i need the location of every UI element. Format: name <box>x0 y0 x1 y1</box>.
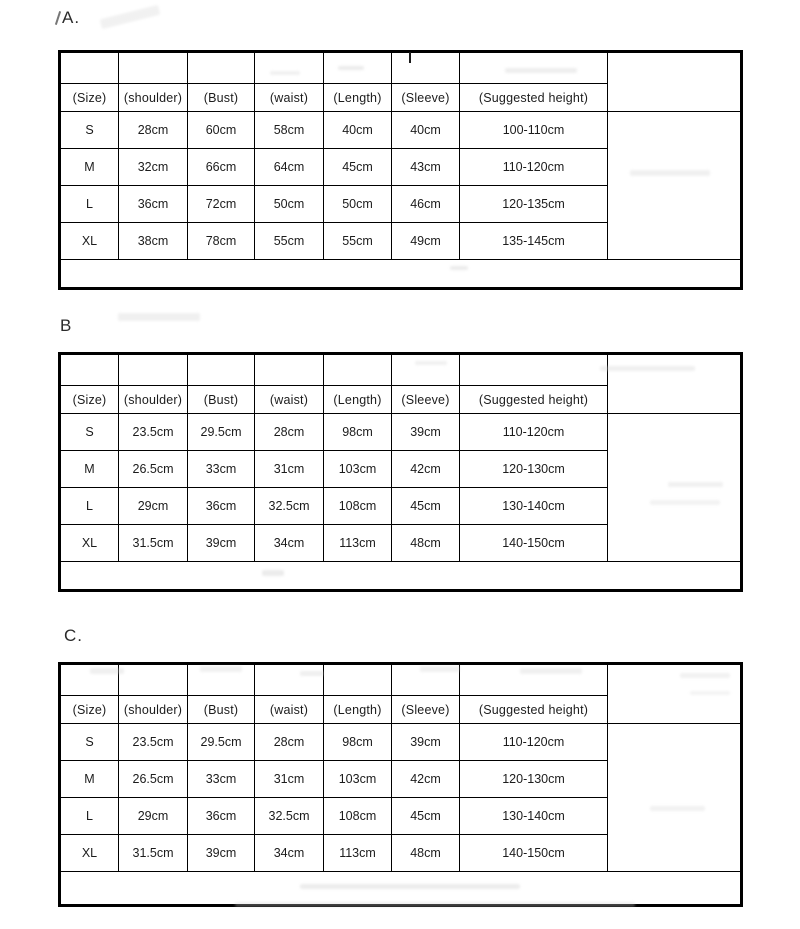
cell-shoulder: 29cm <box>119 798 188 835</box>
cell-shoulder: 26.5cm <box>119 761 188 798</box>
table-label-c: C. <box>64 626 83 645</box>
cell-shoulder: 38cm <box>119 223 188 260</box>
header-cell-bust: (Bust) <box>188 84 255 112</box>
table-footer-row <box>60 872 742 906</box>
cell-waist: 28cm <box>255 414 324 451</box>
cell-height: 135-145cm <box>460 223 608 260</box>
cell-shoulder: 26.5cm <box>119 451 188 488</box>
table-row <box>60 414 742 451</box>
blank-cell <box>255 354 324 386</box>
cell-sleeve: 48cm <box>392 835 460 872</box>
header-cell-length: (Length) <box>324 84 392 112</box>
header-cell-shoulder: (shoulder) <box>119 696 188 724</box>
cell-length: 98cm <box>324 414 392 451</box>
cell-height: 120-135cm <box>460 186 608 223</box>
cell-bust: 60cm <box>188 112 255 149</box>
cell-size: XL <box>60 525 119 562</box>
header-cell-sleeve: (Sleeve) <box>392 84 460 112</box>
footer-cell <box>60 872 742 906</box>
cell-shoulder: 36cm <box>119 186 188 223</box>
blank-cell <box>324 52 392 84</box>
cell-sleeve: 49cm <box>392 223 460 260</box>
blank-side-cell <box>608 414 742 562</box>
blank-cell <box>188 664 255 696</box>
cell-bust: 39cm <box>188 525 255 562</box>
blank-cell <box>119 354 188 386</box>
cell-height: 140-150cm <box>460 525 608 562</box>
cell-bust: 36cm <box>188 488 255 525</box>
blank-cell <box>188 52 255 84</box>
cell-shoulder: 28cm <box>119 112 188 149</box>
cell-length: 55cm <box>324 223 392 260</box>
blank-side-cell <box>608 52 742 112</box>
blank-cell <box>460 354 608 386</box>
cell-height: 140-150cm <box>460 835 608 872</box>
cell-height: 130-140cm <box>460 798 608 835</box>
header-cell-height: (Suggested height) <box>460 696 608 724</box>
header-cell-waist: (waist) <box>255 386 324 414</box>
cell-shoulder: 23.5cm <box>119 724 188 761</box>
cell-height: 130-140cm <box>460 488 608 525</box>
cell-size: S <box>60 724 119 761</box>
cell-size: S <box>60 414 119 451</box>
blank-cell <box>60 354 119 386</box>
cell-size: L <box>60 186 119 223</box>
cell-bust: 29.5cm <box>188 724 255 761</box>
header-cell-sleeve: (Sleeve) <box>392 696 460 724</box>
blank-cell <box>392 354 460 386</box>
header-cell-bust: (Bust) <box>188 696 255 724</box>
cell-bust: 29.5cm <box>188 414 255 451</box>
cell-size: XL <box>60 835 119 872</box>
cell-sleeve: 39cm <box>392 724 460 761</box>
size-table-a <box>58 50 743 290</box>
cell-waist: 55cm <box>255 223 324 260</box>
cell-bust: 66cm <box>188 149 255 186</box>
table-label-b: B <box>60 316 73 335</box>
footer-cell <box>60 562 742 591</box>
header-cell-size: (Size) <box>60 84 119 112</box>
cell-shoulder: 23.5cm <box>119 414 188 451</box>
cell-size: M <box>60 149 119 186</box>
cell-sleeve: 42cm <box>392 451 460 488</box>
table-footer-row <box>60 562 742 591</box>
header-cell-height: (Suggested height) <box>460 386 608 414</box>
blank-cell <box>392 664 460 696</box>
cell-length: 108cm <box>324 488 392 525</box>
header-cell-shoulder: (shoulder) <box>119 386 188 414</box>
cell-waist: 32.5cm <box>255 488 324 525</box>
cell-sleeve: 46cm <box>392 186 460 223</box>
cell-sleeve: 48cm <box>392 525 460 562</box>
cell-height: 100-110cm <box>460 112 608 149</box>
cell-size: L <box>60 798 119 835</box>
cell-sleeve: 45cm <box>392 488 460 525</box>
cell-bust: 33cm <box>188 761 255 798</box>
header-cell-waist: (waist) <box>255 696 324 724</box>
size-table-b <box>58 352 743 592</box>
cell-size: XL <box>60 223 119 260</box>
blank-side-cell <box>608 354 742 414</box>
cell-waist: 64cm <box>255 149 324 186</box>
blank-cell <box>460 52 608 84</box>
cell-height: 110-120cm <box>460 414 608 451</box>
cell-sleeve: 42cm <box>392 761 460 798</box>
blank-cell <box>60 52 119 84</box>
cell-length: 113cm <box>324 525 392 562</box>
cell-waist: 34cm <box>255 525 324 562</box>
header-cell-size: (Size) <box>60 386 119 414</box>
table-row <box>60 724 742 761</box>
cell-shoulder: 32cm <box>119 149 188 186</box>
blank-cell <box>460 664 608 696</box>
header-cell-shoulder: (shoulder) <box>119 84 188 112</box>
blank-cell <box>255 52 324 84</box>
cell-waist: 28cm <box>255 724 324 761</box>
blank-cell <box>60 664 119 696</box>
cell-length: 113cm <box>324 835 392 872</box>
cell-sleeve: 39cm <box>392 414 460 451</box>
cell-waist: 58cm <box>255 112 324 149</box>
table-label-a: A. <box>62 8 81 27</box>
blank-cell <box>119 52 188 84</box>
table-row-blank <box>60 52 742 84</box>
cell-sleeve: 40cm <box>392 112 460 149</box>
header-cell-waist: (waist) <box>255 84 324 112</box>
table-row-blank <box>60 664 742 696</box>
cell-size: L <box>60 488 119 525</box>
header-cell-sleeve: (Sleeve) <box>392 386 460 414</box>
cell-shoulder: 31.5cm <box>119 525 188 562</box>
blank-cell <box>255 664 324 696</box>
cell-bust: 39cm <box>188 835 255 872</box>
cell-waist: 32.5cm <box>255 798 324 835</box>
cell-length: 40cm <box>324 112 392 149</box>
cell-waist: 50cm <box>255 186 324 223</box>
cell-sleeve: 45cm <box>392 798 460 835</box>
cell-bust: 72cm <box>188 186 255 223</box>
artifact-smudge <box>100 5 161 29</box>
header-cell-length: (Length) <box>324 696 392 724</box>
footer-cell <box>60 260 742 289</box>
table-row-blank <box>60 354 742 386</box>
cell-sleeve: 43cm <box>392 149 460 186</box>
cell-length: 50cm <box>324 186 392 223</box>
cell-shoulder: 29cm <box>119 488 188 525</box>
table-footer-row <box>60 260 742 289</box>
blank-side-cell <box>608 724 742 872</box>
cell-bust: 36cm <box>188 798 255 835</box>
size-table-c <box>58 662 743 907</box>
cell-length: 108cm <box>324 798 392 835</box>
cell-length: 103cm <box>324 451 392 488</box>
cell-length: 98cm <box>324 724 392 761</box>
cell-height: 110-120cm <box>460 724 608 761</box>
blank-cell <box>324 664 392 696</box>
cell-size: M <box>60 761 119 798</box>
blank-side-cell <box>608 664 742 724</box>
cell-length: 45cm <box>324 149 392 186</box>
cell-bust: 78cm <box>188 223 255 260</box>
cell-length: 103cm <box>324 761 392 798</box>
cell-height: 120-130cm <box>460 451 608 488</box>
cell-size: M <box>60 451 119 488</box>
blank-cell <box>119 664 188 696</box>
header-cell-size: (Size) <box>60 696 119 724</box>
header-cell-height: (Suggested height) <box>460 84 608 112</box>
table-row <box>60 112 742 149</box>
cell-height: 110-120cm <box>460 149 608 186</box>
artifact-smudge <box>118 313 200 321</box>
header-cell-length: (Length) <box>324 386 392 414</box>
cell-height: 120-130cm <box>460 761 608 798</box>
blank-side-cell <box>608 112 742 260</box>
cell-waist: 31cm <box>255 451 324 488</box>
artifact-slash <box>55 11 61 25</box>
cell-shoulder: 31.5cm <box>119 835 188 872</box>
cell-waist: 34cm <box>255 835 324 872</box>
blank-cell <box>392 52 460 84</box>
cell-waist: 31cm <box>255 761 324 798</box>
cell-size: S <box>60 112 119 149</box>
cell-bust: 33cm <box>188 451 255 488</box>
blank-cell <box>324 354 392 386</box>
blank-cell <box>188 354 255 386</box>
header-cell-bust: (Bust) <box>188 386 255 414</box>
